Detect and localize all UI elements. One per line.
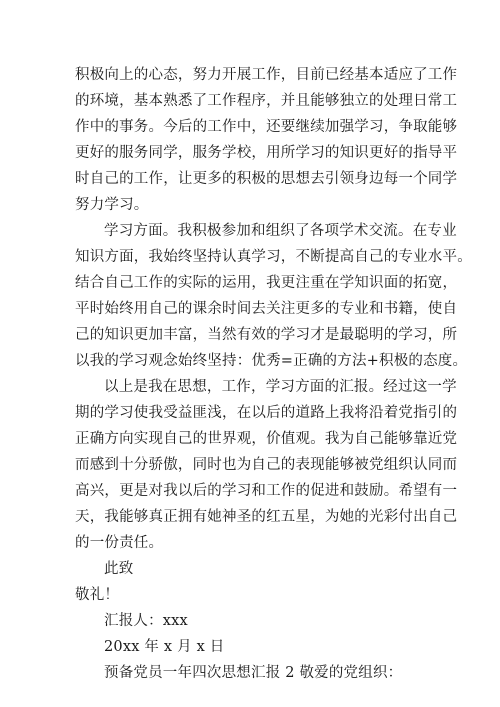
- text-line: 积极向上的心态，努力开展工作，目前已经基本适应了工作: [75, 67, 458, 83]
- report-date: 20xx 年 x 月 x 日: [104, 639, 225, 655]
- text-line: 知识方面，我始终坚持认真学习，不断提高自己的专业水平。: [75, 249, 472, 265]
- text-line: 高兴，更是对我以后的学习和工作的促进和鼓励。希望有一: [75, 483, 458, 499]
- paragraph-summary: [75, 374, 458, 556]
- text-line: 时自己的工作，让更多的积极的思想去引领身边每一个同学: [75, 171, 458, 187]
- reporter-name: 汇报人：xxx: [104, 613, 188, 629]
- text-line: 而感到十分骄傲，同时也为自己的表现能够被党组织认同而: [75, 457, 458, 473]
- closing-block: [75, 556, 435, 686]
- text-line: 天，我能够真正拥有她神圣的红五星，为她的光彩付出自己: [75, 509, 458, 525]
- text-line: 的一份责任。: [75, 535, 164, 551]
- text-line: 的环境，基本熟悉了工作程序，并且能够独立的处理日常工: [75, 93, 458, 109]
- regards: 敬礼！: [75, 587, 120, 603]
- text-line: 作中的事务。今后的工作中，还要继续加强学习，争取能够: [75, 119, 458, 135]
- text-line: 己的知识更加丰富，当然有效的学习才是最聪明的学习，所: [75, 327, 458, 343]
- text-line: 以我的学习观念始终坚持：优秀=正确的方法+积极的态度。: [75, 353, 468, 369]
- paragraph-work-attitude: [75, 62, 458, 218]
- next-report-title: 预备党员一年四次思想汇报 2 敬爱的党组织：: [104, 665, 403, 681]
- text-line: 正确方向实现自己的世界观，价值观。我为自己能够靠近党: [75, 431, 458, 447]
- text-line: 学习方面。我积极参加和组织了各项学术交流。在专业: [104, 223, 457, 239]
- text-line: 更好的服务同学，服务学校，用所学习的知识更好的指导平: [75, 145, 458, 161]
- salutation: 此致: [104, 561, 134, 577]
- text-line: 努力学习。: [75, 197, 149, 213]
- text-line: 以上是我在思想，工作，学习方面的汇报。经过这一学: [104, 379, 457, 395]
- text-line: 平时始终用自己的课余时间去关注更多的专业和书籍，使自: [75, 301, 458, 317]
- paragraph-study: [75, 218, 472, 374]
- text-line: 结合自己工作的实际的运用，我更注重在学知识面的拓宽，: [75, 275, 458, 291]
- text-line: 期的学习使我受益匪浅，在以后的道路上我将沿着党指引的: [75, 405, 458, 421]
- document-body: [75, 62, 472, 686]
